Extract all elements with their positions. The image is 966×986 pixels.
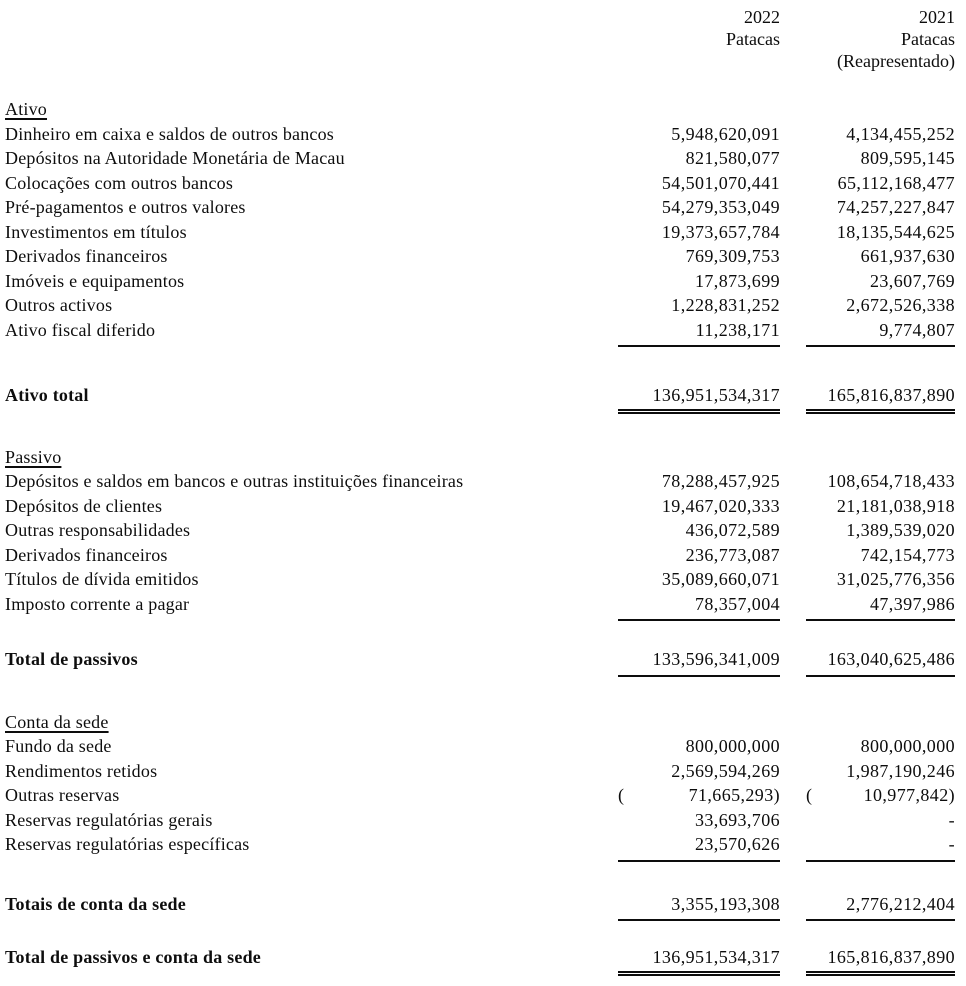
table-row [5, 734, 955, 759]
row-label: Reservas regulatórias específicas [5, 834, 250, 854]
value-2021: 1,987,190,246 [846, 760, 955, 781]
row-label: Investimentos em títulos [5, 221, 187, 242]
grand-total-value-2021: 165,816,837,890 [806, 945, 955, 973]
value-2022: 35,089,660,071 [661, 569, 780, 589]
table-row [5, 543, 955, 568]
grand-total-row [5, 945, 955, 973]
header-row-currency [5, 28, 955, 50]
value-2021: - [948, 809, 955, 830]
row-label: Rendimentos retidos [5, 760, 158, 781]
restated-note: (Reapresentado) [837, 51, 955, 71]
table-row [5, 122, 955, 147]
value-2021: 65,112,168,477 [837, 172, 955, 193]
value-2021: 18,135,544,625 [836, 221, 955, 242]
total-value-2022: 136,951,534,317 [618, 383, 780, 411]
row-label: Depósitos na Autoridade Monetária de Macau [5, 148, 345, 168]
table-row-negative [5, 783, 955, 808]
table-row [5, 518, 955, 543]
value-2021: 2,672,526,338 [846, 295, 955, 315]
value-2022: 19,467,020,333 [661, 495, 780, 516]
row-label: Títulos de dívida emitidos [5, 569, 199, 589]
grand-total-value-2022: 136,951,534,317 [618, 945, 780, 973]
value-2022: 19,373,657,784 [661, 221, 780, 242]
value-2021: 108,654,718,433 [827, 471, 955, 491]
section-header-ativo [5, 97, 955, 122]
table-row [5, 220, 955, 245]
section-header-passivo [5, 445, 955, 470]
value-2022: 78,357,004 [618, 592, 780, 622]
value-2021: 661,937,630 [860, 246, 955, 266]
currency-label-2021: Patacas [901, 29, 955, 49]
value-2021: 74,257,227,847 [836, 197, 955, 217]
value-2022: 2,569,594,269 [671, 760, 780, 781]
value-2022 [618, 783, 780, 808]
value-2021: 23,607,769 [870, 270, 955, 291]
row-label: Imóveis e equipamentos [5, 270, 185, 291]
row-label: Dinheiro em caixa e saldos de outros bancos [5, 123, 335, 144]
row-label: Depósitos de clientes [5, 495, 163, 516]
value-2022: 821,580,077 [685, 148, 780, 168]
value-2022: 54,279,353,049 [661, 197, 780, 217]
header-row-restated [5, 50, 955, 72]
value-2021: 21,181,038,918 [836, 495, 955, 516]
table-row [5, 592, 955, 622]
table-row [5, 195, 955, 220]
value-2022: 5,948,620,091 [671, 123, 780, 144]
table-row [5, 494, 955, 519]
total-value-2022: 133,596,341,009 [618, 647, 780, 677]
value-2021: 47,397,986 [806, 592, 955, 622]
value-2022: 769,309,753 [685, 246, 780, 266]
table-row [5, 269, 955, 294]
row-label: Ativo fiscal diferido [5, 319, 156, 340]
value-2021: 1,389,539,020 [846, 520, 955, 540]
open-paren: ( [806, 785, 813, 805]
value-2022: 23,570,626 [618, 832, 780, 862]
row-label: Depósitos e saldos em bancos e outras instituições financeiras [5, 471, 464, 491]
value-2022: 78,288,457,925 [661, 471, 780, 491]
table-row [5, 808, 955, 833]
value-2022: 11,238,171 [618, 318, 780, 348]
value-2022: 800,000,000 [685, 736, 780, 756]
value-2022: 17,873,699 [695, 270, 780, 291]
value-2021: 800,000,000 [860, 736, 955, 756]
section-header-sede [5, 710, 955, 735]
total-row-ativo [5, 383, 955, 411]
value-2022: 1,228,831,252 [671, 295, 780, 315]
total-row-passivo [5, 647, 955, 677]
table-row [5, 293, 955, 318]
section-title-passivo: Passivo [5, 446, 62, 467]
total-value-2022: 3,355,193,308 [618, 892, 780, 922]
table-row [5, 318, 955, 348]
section-title-ativo: Ativo [5, 99, 48, 119]
table-row [5, 146, 955, 171]
total-label: Ativo total [5, 385, 89, 405]
value-2021: 809,595,145 [860, 148, 955, 168]
negative-value: 71,665,293) [688, 785, 780, 805]
table-row [5, 832, 955, 862]
value-2021: 4,134,455,252 [846, 123, 955, 144]
total-row-sede [5, 892, 955, 922]
row-label: Reservas regulatórias gerais [5, 809, 213, 830]
row-label: Derivados financeiros [5, 246, 168, 266]
row-label: Colocações com outros bancos [5, 172, 234, 193]
row-label: Imposto corrente a pagar [5, 593, 190, 614]
column-header-year-2021: 2021 [919, 7, 955, 27]
row-label: Outras responsabilidades [5, 520, 191, 540]
total-label: Total de passivos [5, 649, 138, 669]
value-2022: 236,773,087 [685, 544, 780, 565]
value-2021: 9,774,807 [806, 318, 955, 348]
table-row [5, 244, 955, 269]
row-label: Outros activos [5, 295, 113, 315]
table-row [5, 567, 955, 592]
row-label: Derivados financeiros [5, 544, 168, 565]
value-2022: 33,693,706 [695, 809, 780, 830]
value-2021: 31,025,776,356 [836, 569, 955, 589]
value-2021: 742,154,773 [860, 544, 955, 565]
open-paren: ( [618, 785, 625, 805]
row-label: Fundo da sede [5, 736, 112, 756]
grand-total-label: Total de passivos e conta da sede [5, 947, 261, 967]
value-2022: 54,501,070,441 [661, 172, 780, 193]
section-title-sede: Conta da sede [5, 711, 109, 732]
value-2021 [806, 783, 955, 808]
total-label: Totais de conta da sede [5, 893, 186, 914]
currency-label-2022: Patacas [726, 29, 780, 49]
total-value-2021: 165,816,837,890 [806, 383, 955, 411]
table-row [5, 171, 955, 196]
total-value-2021: 163,040,625,486 [806, 647, 955, 677]
header-row-year [5, 6, 955, 28]
column-header-year-2022: 2022 [744, 7, 780, 27]
negative-value: 10,977,842) [863, 785, 955, 805]
value-2021: - [806, 832, 955, 862]
row-label: Pré-pagamentos e outros valores [5, 197, 246, 217]
total-value-2021: 2,776,212,404 [806, 892, 955, 922]
table-row [5, 759, 955, 784]
row-label: Outras reservas [5, 785, 120, 805]
value-2022: 436,072,589 [685, 520, 780, 540]
table-row [5, 469, 955, 494]
